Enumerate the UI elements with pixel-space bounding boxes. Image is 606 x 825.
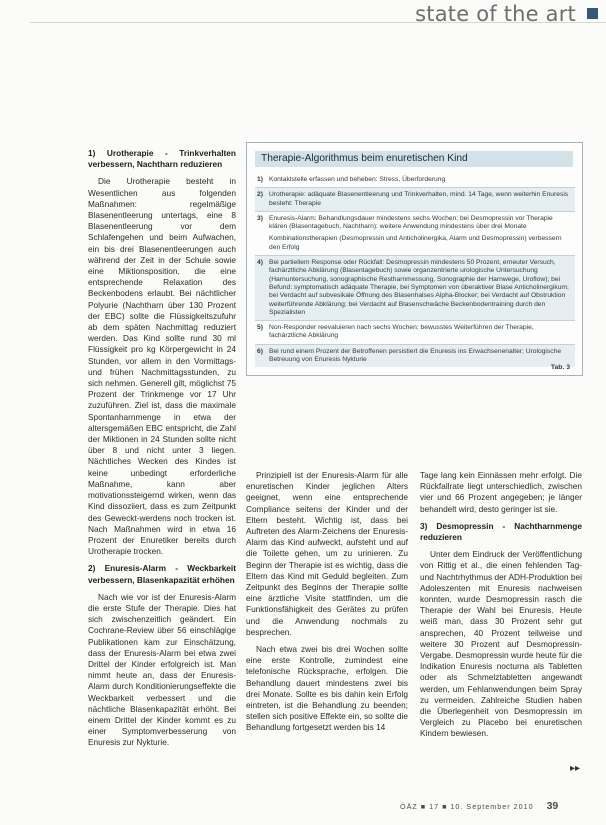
section-heading-enuresis-alarm: 2) Enuresis-Alarm - Weckbarkeit verbessern, Blasenkapazität erhöhen <box>88 563 236 585</box>
item-text: Bei partiellem Response oder Rückfall: Desmopressin mindestens 50 Prozent, erneuter Versuch, fachärztliche Abklärung (Blasentagebuch) sowie organzentrierte urologische Untersuchung (Harnuntersuchung, sonographische Restharnmessung, Sonographie der Harnwege, Uroflow); bei Befund: symptomatisch adäquate Therapie, bei Symptomen von überaktiver Blase Anticholinergikum; bei Verdacht auf subvesikale Öffnung des Blasenhalses Alpha-Blocker; bei Verdacht auf Obstruktion weiterführende Abklärung; bei Verdacht auf Blasenschwäche Beckenbodentraining durch den Spezialisten <box>269 259 569 316</box>
footer-issue-info: ÖÄZ ■ 17 ■ 10. September 2010 <box>400 802 534 811</box>
column-middle <box>246 470 408 740</box>
item-number: 3) <box>257 214 263 222</box>
paragraph-alarm-usage: Prinzipiell ist der Enuresis-Alarm für alle enuretischen Kinder jeglichen Alters geeignet, wenn eine entsprechende Compliance seitens der Kinder und der Eltern besteht. Wichtig ist, dass bei Auftreten des Alarm-Zeichens der Enuresis-Alarm das Kind aufweckt, aufsteht und auf die Toilette gehen, um zu urinieren. Zu Beginn der Therapie ist es wichtig, dass die Eltern das Kind mit Geduld begleiten. Zum Zeitpunkt des Beginns der Therapie sollte eine ärztliche Visite stattfinden, um die Funktionsfähigkeit des Gerätes zu prüfen und die Anwendung nochmals zu besprechen. <box>246 470 408 637</box>
item-text: Bei rund einem Prozent der Betroffenen persistiert die Enuresis ins Erwachsenenalter; Urologische Betreuung von Enuresis Nykturie <box>269 347 562 364</box>
paragraph-alarm-control: Nach etwa zwei bis drei Wochen sollte eine erste Kontrolle, zumindest eine telefonische Rücksprache, erfolgen. Die Behandlung dauert mindestens zwei bis drei Monate. Sollte es bis dahin kein Erfolg eintreten, ist die Behandlung zu beenden; stellen sich positive Effekte ein, so sollte die Behandlung fortgesetzt werden bis 14 <box>246 644 408 733</box>
list-item <box>255 321 575 345</box>
list-item <box>255 345 575 368</box>
column-right <box>420 470 582 746</box>
paragraph-enuresis-alarm: Nach wie vor ist der Enuresis-Alarm die erste Stufe der Therapie. Dies hat sich zwischenzeitlich geändert. Ein Cochrane-Review über 56 einschlägige Publikationen kam zur Einschätzung, dass der Enuresis-Alarm bei etwa zwei Drittel der Kinder erfolgreich ist. Man nimmt heute an, dass der Enuresis-Alarm durch Konditionierungseffekte die Weckbarkeit verbessert und die nächtliche Blasenkapazität erhöht. Bei einem Drittel der Kinder kommt es zu einer Symptomverbesserung von Enuresis zur Nykturie. <box>88 591 236 748</box>
paragraph-relapse-rate: Tage lang kein Einnässen mehr erfolgt. Die Rückfallrate liegt unterschiedlich, zwischen vier und 66 Prozent angegeben; je länger behandelt wird, desto geringer ist sie. <box>420 470 582 514</box>
item-subtext: Kombinationstherapien (Desmopressin und Anticholinergika, Alarm und Desmopressin) verbessern den Erfolg <box>269 235 562 251</box>
box-title: Therapie-Algorithmus beim enuretischen Kind <box>255 151 573 167</box>
item-number: 2) <box>257 191 263 199</box>
item-text: Enuresis-Alarm: Behandlungsdauer mindestens sechs Wochen; bei Desmopressin vor Therapie klären (Blasentagebuch, Nachtharn): weitere Anwendung mindestens über drei Monate <box>269 214 553 231</box>
algorithm-list <box>255 173 575 367</box>
section-heading-urotherapie: 1) Urotherapie - Trinkverhalten verbessern, Nachtharn reduzieren <box>88 148 236 170</box>
item-number: 4) <box>257 259 263 267</box>
table-label: Tab. 3 <box>550 364 570 371</box>
item-text-block <box>269 215 575 252</box>
paragraph-urotherapie: Die Urotherapie besteht in Wesentlichen aus folgenden Maßnahmen: regelmäßige Blasenentleerung untertags, eine 8 Blasenentleerung vor dem Schlafengehen und beim Aufwachen, ein bis drei Blasenentleerungen auch während der Zeit in der Schule sowie eine Miktionsposition, die eine entsprechende Relaxation des Beckenbodens erlaubt. Bei nächtlicher Polyurie (Nachtharn über 130 Prozent der EBC) sollte die Flüssigkeitszufuhr ab dem späten Nachmittag reduziert werden. Das Kind sollte rund 30 ml Flüssigkeit pro kg Körpergewicht in 24 Stunden, vor allem in den Vormittags- und frühen Nachmittagsstunden, zu sich nehmen. Generell gilt, möglichst 75 Prozent der Trinkmenge vor 17 Uhr zuzuführen. Ziel ist, dass die maximale Spontanharnmenge in etwa der altersgemäßen EBC entspricht, die Zahl der Miktionen in 24 Stunden sollte nicht über 8 und nicht unter 3 liegen. Nächtliches Wecken des Kindes ist keine unbedingt erforderliche Maßnahme, kann aber motivationssteigernd wirken, wenn das Kind dissoziiert, dass es zum Zeitpunkt des Geweckt-werdens noch trocken ist. Nach Maßnahmen wird in etwa 16 Prozent der Enuretiker bereits durch Urotherapie trocken. <box>88 176 236 557</box>
section-header: state of the art <box>415 2 576 26</box>
list-item <box>255 212 575 256</box>
page-footer <box>400 800 558 812</box>
list-item <box>255 256 575 321</box>
item-number: 1) <box>257 176 263 183</box>
list-item <box>255 188 575 212</box>
continue-arrow-icon: ▸▸ <box>570 763 581 774</box>
paragraph-desmopressin: Unter dem Eindruck der Veröffentlichung von Rittig et al., die einen fehlenden Tag- und Nachtrhythmus der ADH-Produktion bei Adoleszenten mit Enuresis nachweisen konnten, wurde Desmopressin rasch die Therapie der Wahl bei Enuresis. Heute weiß man, dass 30 Prozent sehr gut ansprechen, 40 Prozent teilweise und weitere 30 Prozent auf Desmopressin-Vergabe. Desmopressin wurde heute für die Indikation Enuresis nocturna als Tabletten oder als Schmelztabletten angewandt werden, um Fehlanwendungen beim Spray zu vermeiden. Zahlreiche Studien haben die Überlegenheit von Desmopressin im Vergleich zu Placebo bei enuretischen Kindern bewiesen. <box>420 549 582 739</box>
item-number: 6) <box>257 347 263 355</box>
therapy-algorithm-box <box>246 142 583 376</box>
item-number: 5) <box>257 324 263 332</box>
header-square-marker <box>587 8 598 19</box>
section-heading-desmopressin: 3) Desmopressin - Nachtharnmenge reduzieren <box>420 520 582 543</box>
item-text: Kontaktstelle erfassen und beheben: Stress, Überforderung <box>269 176 446 183</box>
page-number: 39 <box>546 800 559 812</box>
item-text: Non-Responder reevaluieren nach sechs Wochen; bewusstes Weiterführen der Therapie, fachärztliche Abklärung <box>269 324 534 340</box>
list-item <box>255 173 575 188</box>
item-text: Urotherapie: adäquate Blasenentleerung und Trinkverhalten, mind. 14 Tage, wenn weiterhin Enuresis besteht: Therapie <box>269 191 569 207</box>
column-left <box>88 148 236 755</box>
